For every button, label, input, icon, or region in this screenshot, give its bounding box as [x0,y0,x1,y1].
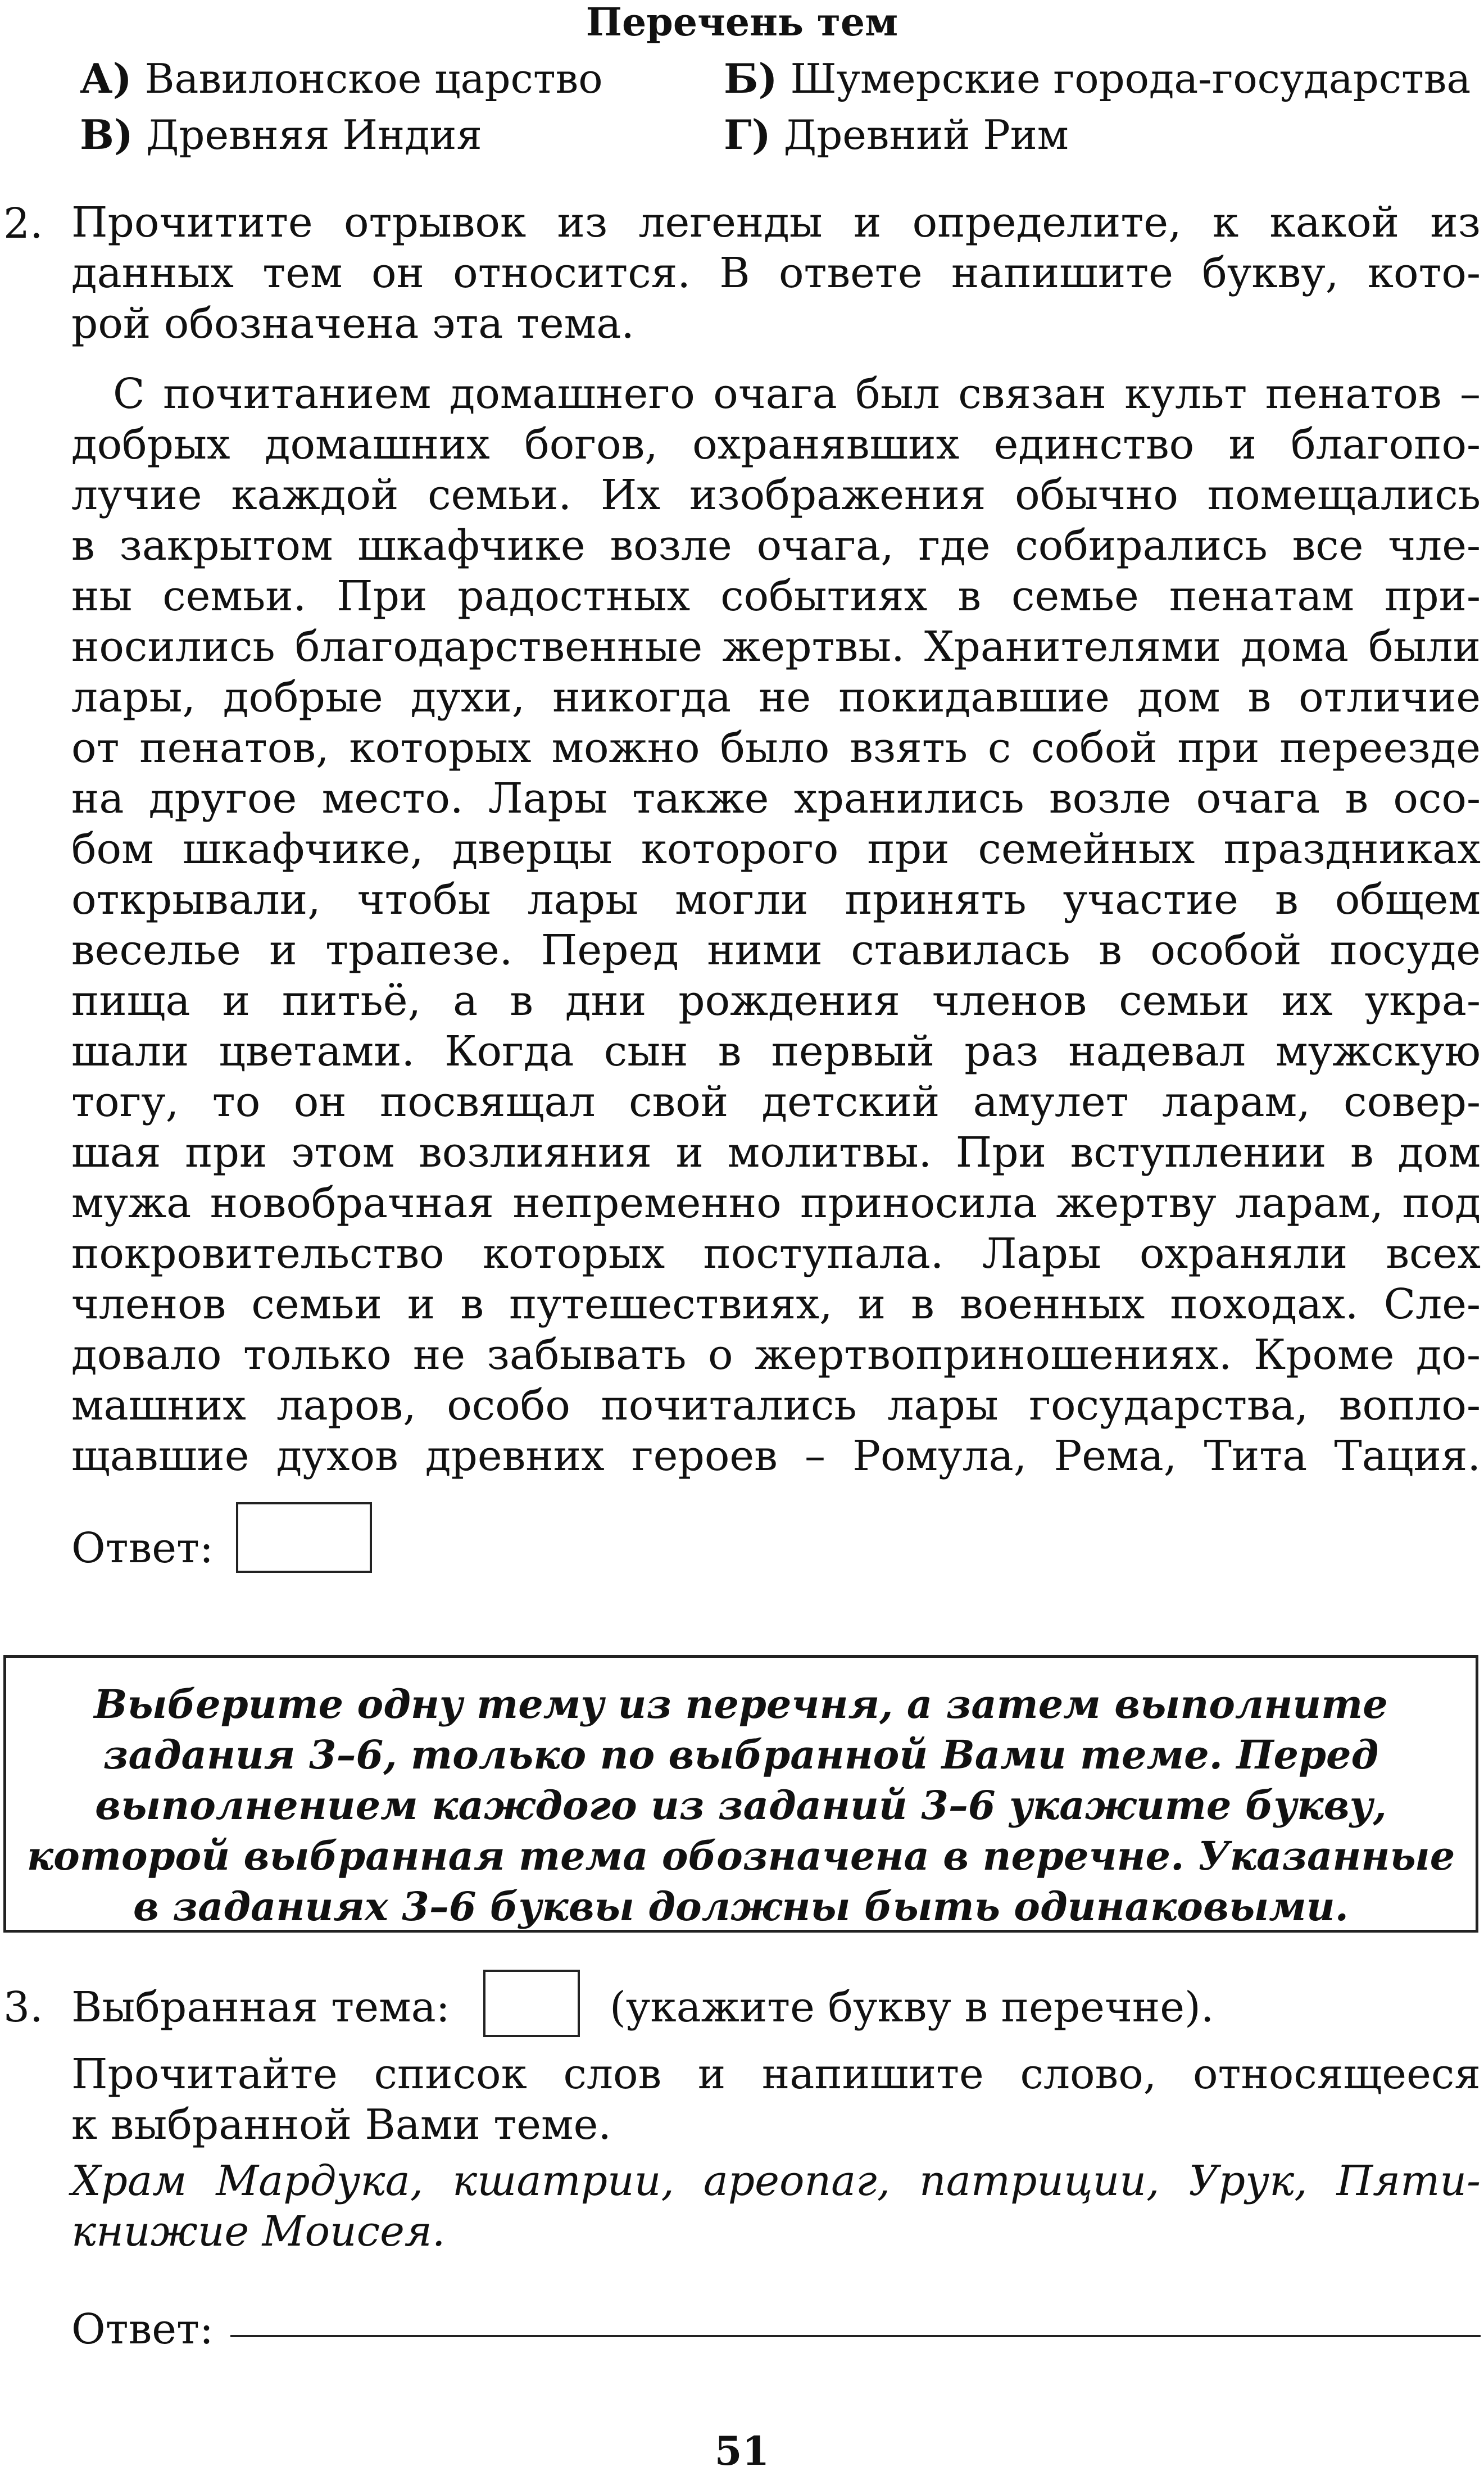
text-line: членов семьи и в путешествиях, и в военных походах. Сле- [71,1280,1481,1328]
text-line: покровительство которых поступала. Лары охраняли всех [71,1230,1481,1278]
text-line: Прочитите отрывок из легенды и определите, к какой из [71,198,1481,247]
text-line: тогу, то он посвящал свой детский амулет ларам, совер- [71,1078,1481,1126]
text-line: книжие Моисея. [71,2207,446,2256]
text-line: шая при этом возлияния и молитвы. При вступлении в дом [71,1128,1481,1177]
text-line: ны семьи. При радостных событиях в семье пенатам при- [71,572,1481,620]
task-3-chosen-label: Выбранная тема: [71,1983,450,2031]
text-line: в закрытом шкафчике возле очага, где собирались все чле- [71,522,1481,570]
task-2-number: 2. [3,199,43,248]
task-3-chosen-hint: (укажите букву в перечне). [610,1983,1214,2031]
text-line: довало только не забывать о жертвоприношениях. Кроме до- [71,1331,1481,1379]
topic-letter: Б) [724,55,778,102]
text-line: С почитанием домашнего очага был связан культ пенатов – [113,370,1481,418]
task-3-answer-label: Ответ: [71,2305,214,2354]
topic-item-a [80,55,603,102]
instruction-line: которой выбранная тема обозначена в перечне. Указанные [26,1833,1455,1879]
text-line: на другое место. Лары также хранились возле очага в осо- [71,774,1481,823]
text-line: к выбранной Вами теме. [71,2101,611,2149]
text-line: шали цветами. Когда сын в первый раз надевал мужскую [71,1027,1481,1076]
instruction-line: задания 3–6, только по выбранной Вами теме. Перед [103,1731,1379,1778]
task-3-number: 3. [3,1983,43,2031]
text-line: лучие каждой семьи. Их изображения обычно помещались [71,471,1481,519]
text-line: Храм Мардука, кшатрии, ареопаг, патриции, Урук, Пяти- [71,2157,1481,2205]
task-3-topic-box[interactable] [483,1970,580,2037]
text-line: рой обозначена эта тема. [71,300,634,348]
topic-letter: А) [80,55,132,102]
page-number: 51 [714,2428,770,2474]
instruction-box [3,1655,1478,1933]
text-line: от пенатов, которых можно было взять с собой при переезде [71,724,1481,772]
text-line: пища и питьё, а в дни рождения членов семьи их укра- [71,977,1481,1025]
task-2-question [71,197,1481,349]
topic-item-g [724,111,1069,158]
text-line: добрых домашних богов, охранявших единство и благопо- [71,420,1481,469]
text-line: щавшие духов древних героев – Ромула, Рема, Тита Тация. [71,1432,1481,1480]
text-line: веселье и трапезе. Перед ними ставилась в особой посуде [71,926,1481,974]
task-2-answer-label: Ответ: [71,1524,214,1572]
text-line: данных тем он относится. В ответе напишите букву, кото- [71,249,1481,297]
text-line: лары, добрые духи, никогда не покидавшие дом в отличие [71,673,1481,722]
topic-text: Древняя Индия [146,111,482,158]
instruction-line: Выберите одну тему из перечня, а затем выполните [94,1681,1388,1727]
text-line: носились благодарственные жертвы. Хранителями дома были [71,623,1481,671]
topics-title: Перечень тем [586,0,898,45]
task-2-answer-box[interactable] [236,1502,372,1573]
topic-item-v [80,111,482,158]
task-3-answer-line[interactable] [230,2335,1481,2337]
instruction-line: выполнением каждого из заданий 3–6 укажите букву, [95,1782,1387,1829]
task-3-question [71,2049,1481,2150]
topic-text: Вавилонское царство [144,55,603,102]
text-line: машних ларов, особо почитались лары государства, вопло- [71,1381,1481,1430]
topic-item-b [724,55,1471,102]
text-line: бом шкафчике, дверцы которого при семейных праздниках [71,825,1481,873]
task-2-passage [71,369,1481,1481]
topic-letter: Г) [724,111,771,158]
topic-text: Шумерские города-государства [790,55,1471,102]
text-line: Прочитайте список слов и напишите слово, относящееся [71,2050,1481,2098]
text-line: открывали, чтобы лары могли принять участие в общем [71,876,1481,924]
topic-letter: В) [80,111,133,158]
task-3-word-list [71,2156,1481,2257]
instruction-line: в заданиях 3–6 буквы должны быть одинаковыми. [133,1883,1349,1930]
topic-text: Древний Рим [783,111,1069,158]
text-line: мужа новобрачная непременно приносила жертву ларам, под [71,1179,1481,1227]
